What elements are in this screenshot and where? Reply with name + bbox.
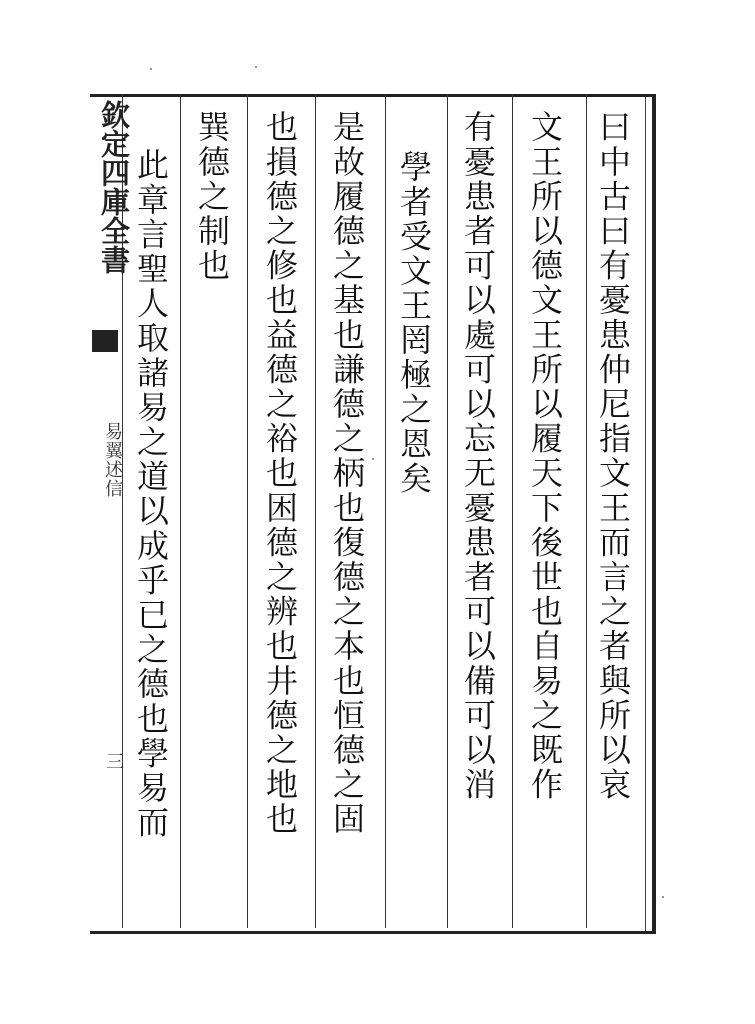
column-rule	[315, 94, 316, 928]
margin-fishtail-mark	[92, 330, 118, 352]
text-column-1: 曰中古曰有憂患仲尼指文王而言之者與所以哀	[594, 110, 632, 802]
scan-speck	[662, 896, 664, 898]
margin-book-title: 易翼述信	[102, 422, 123, 498]
margin-title: 欽定四庫全書	[97, 100, 131, 274]
column-rule	[512, 94, 513, 928]
column-rule	[385, 94, 386, 928]
margin-page-number: 三	[103, 752, 124, 770]
scan-speck	[372, 458, 374, 460]
column-rule	[247, 94, 248, 928]
text-column-6: 也損德之修也益德之裕也困德之辨也井德之地也	[261, 110, 299, 837]
column-rule	[180, 94, 181, 928]
text-column-3: 有憂患者可以處可以忘无憂患者可以備可以消	[459, 110, 497, 802]
text-column-8: 此章言聖人取諸易之道以成乎已之德也學易而	[132, 148, 170, 840]
page-frame	[90, 94, 656, 934]
scan-speck	[255, 66, 257, 68]
text-column-5: 是故履德之基也謙德之柄也復德之本也恒德之固	[328, 110, 366, 837]
frame-inner-rule	[645, 97, 646, 931]
column-rule	[586, 94, 587, 928]
text-column-7: 巽德之制也	[193, 110, 231, 283]
text-column-2: 文王所以德文王所以履天下後世也自易之既作	[526, 110, 564, 802]
column-rule	[447, 94, 448, 928]
text-column-4: 學者受文王罔極之恩矣	[395, 150, 433, 496]
scan-speck	[150, 68, 152, 70]
